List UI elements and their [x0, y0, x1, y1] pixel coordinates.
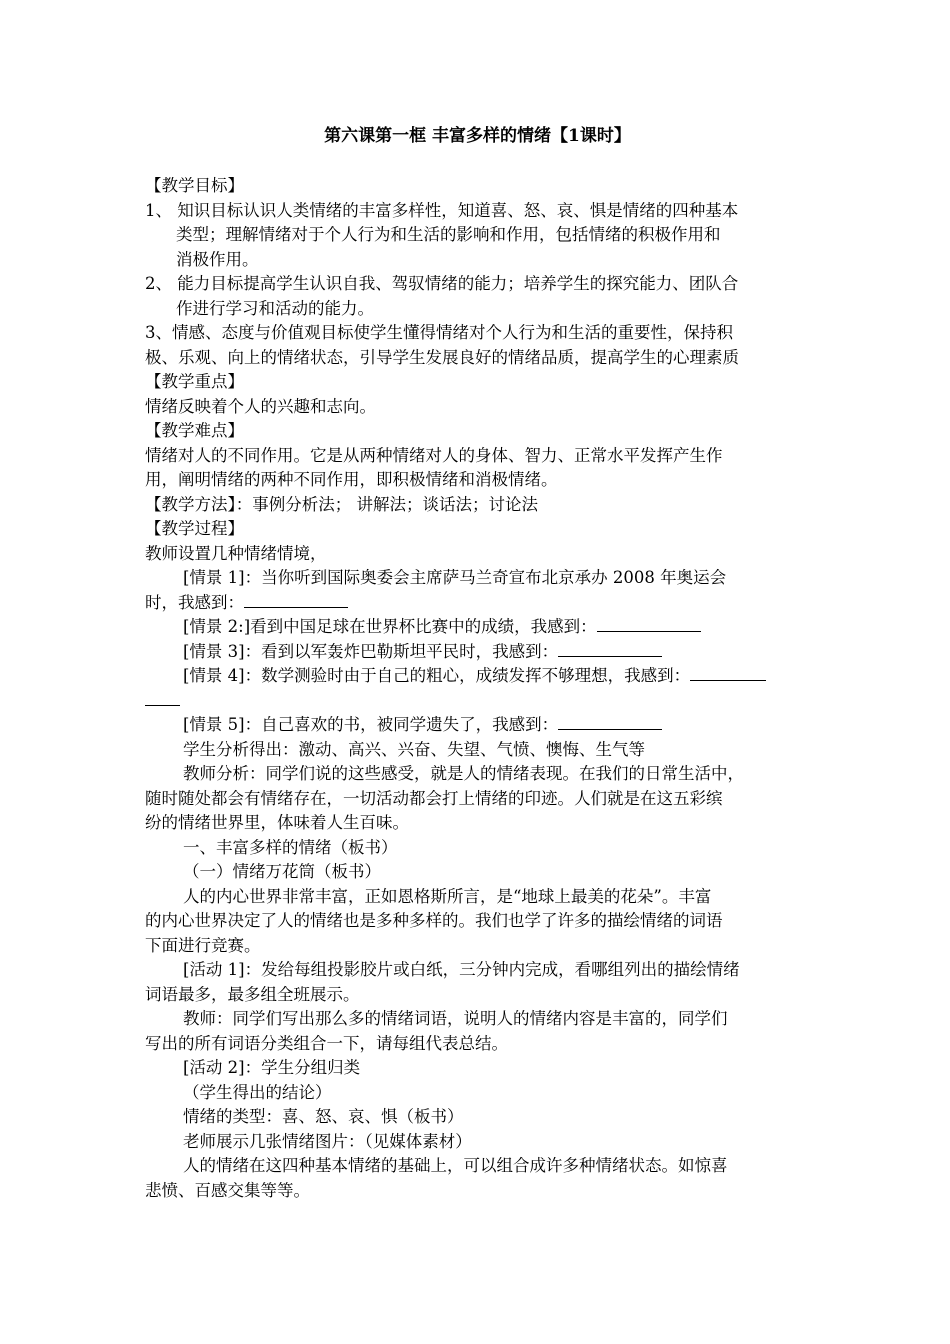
text-line: [145, 199, 810, 224]
text-line: [145, 909, 810, 934]
text-line-content: 【教学方法】：事例分析法； 讲解法；谈话法；讨论法: [145, 494, 538, 514]
text-line: [145, 983, 810, 1008]
fill-in-blank: [597, 616, 701, 632]
text-line: [145, 934, 810, 959]
fill-in-blank: [244, 592, 348, 608]
document-page: [145, 124, 810, 1203]
text-line: [145, 787, 810, 812]
text-line-content: [情景 2:]看到中国足球在世界杯比赛中的成绩，我感到：: [183, 617, 597, 636]
text-line-content: 作进行学习和活动的能力。: [176, 298, 374, 318]
text-line: [145, 713, 810, 738]
text-line-content: 2、 能力目标提高学生认识自我、驾驭情绪的能力；培养学生的探究能力、团队合: [145, 274, 739, 293]
text-line-content: 下面进行竞赛。: [145, 935, 261, 955]
document-body: [145, 174, 810, 1203]
text-line-content: [活动 2]：学生分组归类: [183, 1058, 361, 1077]
text-line: [145, 444, 810, 469]
text-line-content: 词语最多，最多组全班展示。: [145, 984, 360, 1004]
text-line: [145, 689, 810, 714]
text-line-content: 教师设置几种情绪情境，: [145, 543, 327, 563]
text-line: [145, 836, 810, 861]
text-line-content: 人的情绪在这四种基本情绪的基础上，可以组合成许多种情绪状态。如惊喜: [183, 1156, 728, 1175]
text-line: [145, 1154, 810, 1179]
text-line: [145, 542, 810, 567]
text-line: [145, 640, 810, 665]
fill-in-blank: [145, 690, 180, 706]
text-line: [145, 223, 810, 248]
text-line: [145, 370, 810, 395]
text-line: [145, 174, 810, 199]
text-line-content: 【教学目标】: [145, 176, 244, 195]
text-line-content: 随时随处都会有情绪存在，一切活动都会打上情绪的印迹。人们就是在这五彩缤: [145, 788, 723, 808]
text-line: [145, 346, 810, 371]
text-line: [145, 615, 810, 640]
text-line: [145, 860, 810, 885]
text-line: [145, 395, 810, 420]
text-line-content: 教师分析：同学们说的这些感受，就是人的情绪表现。在我们的日常生活中，: [183, 764, 744, 783]
text-line-content: 用，阐明情绪的两种不同作用，即积极情绪和消极情绪。: [145, 470, 558, 489]
text-line-content: 消极作用。: [176, 249, 259, 269]
text-line: [145, 272, 810, 297]
text-line-content: 极、乐观、向上的情绪状态，引导学生发展良好的情绪品质，提高学生的心理素质: [145, 347, 739, 367]
text-line: [145, 248, 810, 273]
fill-in-blank: [690, 665, 766, 681]
text-line: [145, 738, 810, 763]
text-line-content: 教师：同学们写出那么多的情绪词语，说明人的情绪内容是丰富的，同学们: [183, 1009, 728, 1028]
text-line-content: 类型；理解情绪对于个人行为和生活的影响和作用，包括情绪的积极作用和: [176, 225, 721, 244]
fill-in-blank: [558, 714, 662, 730]
text-line-content: 的内心世界决定了人的情绪也是多种多样的。我们也学了许多的描绘情绪的词语: [145, 911, 723, 930]
text-line-content: 悲愤、百感交集等等。: [145, 1180, 310, 1200]
text-line-content: [活动 1]：发给每组投影胶片或白纸，三分钟内完成，看哪组列出的描绘情绪: [183, 960, 740, 979]
text-line: [145, 1056, 810, 1081]
text-line-content: 情绪反映着个人的兴趣和志向。: [145, 396, 376, 416]
text-line-content: 时，我感到：: [145, 592, 244, 612]
document-title: 第六课第一框 丰富多样的情绪【1课时】: [324, 126, 631, 146]
text-line: [145, 885, 810, 910]
text-line: [145, 958, 810, 983]
text-line: [145, 468, 810, 493]
text-line: [145, 1007, 810, 1032]
text-line-content: 人的内心世界非常丰富，正如恩格斯所言，是“地球上最美的花朵”。丰富: [183, 886, 712, 906]
text-line: [145, 811, 810, 836]
text-line-content: （学生得出的结论）: [183, 1082, 332, 1102]
text-line-content: 老师展示几张情绪图片：（见媒体素材）: [183, 1131, 472, 1151]
text-line: [145, 493, 810, 518]
text-line: [145, 419, 810, 444]
fill-in-blank: [558, 641, 662, 657]
text-line: [145, 566, 810, 591]
text-line-content: [情景 3]：看到以军轰炸巴勒斯坦平民时，我感到：: [183, 641, 559, 661]
text-line: [145, 517, 810, 542]
text-line-content: [情景 5]：自己喜欢的书，被同学遗失了，我感到：: [183, 715, 559, 734]
text-line-content: 写出的所有词语分类组合一下，请每组代表总结。: [145, 1033, 508, 1053]
text-line: [145, 762, 810, 787]
text-line-content: 【教学重点】: [145, 372, 244, 391]
text-line-content: 【教学难点】: [145, 421, 244, 440]
text-line: [145, 591, 810, 616]
text-line: [145, 321, 810, 346]
text-line-content: 情绪的类型：喜、怒、哀、惧（板书）: [183, 1107, 464, 1126]
text-line-content: [情景 4]：数学测验时由于自己的粗心，成绩发挥不够理想，我感到：: [183, 666, 691, 685]
text-line: [145, 1081, 810, 1106]
text-line-content: 1、 知识目标认识人类情绪的丰富多样性，知道喜、怒、哀、惧是情绪的四种基本: [145, 200, 739, 220]
text-line: [145, 664, 810, 689]
text-line-content: [情景 1]：当你听到国际奥委会主席萨马兰奇宣布北京承办 2008 年奥运会: [183, 568, 727, 587]
text-line-content: 3、情感、态度与价值观目标使学生懂得情绪对个人行为和生活的重要性，保持积: [145, 323, 733, 342]
text-line-content: 【教学过程】: [145, 519, 244, 538]
text-line-content: （一）情绪万花筒（板书）: [183, 862, 381, 881]
text-line-content: 学生分析得出：激动、高兴、兴奋、失望、气愤、懊悔、生气等: [183, 739, 645, 759]
text-line: [145, 1032, 810, 1057]
text-line: [145, 1130, 810, 1155]
text-line: [145, 297, 810, 322]
text-line: [145, 1179, 810, 1204]
text-line: [145, 1105, 810, 1130]
text-line-content: 一、丰富多样的情绪（板书）: [183, 837, 398, 857]
text-line-content: 纷的情绪世界里，体味着人生百味。: [145, 813, 409, 832]
text-line-content: 情绪对人的不同作用。它是从两种情绪对人的身体、智力、正常水平发挥产生作: [145, 445, 723, 465]
